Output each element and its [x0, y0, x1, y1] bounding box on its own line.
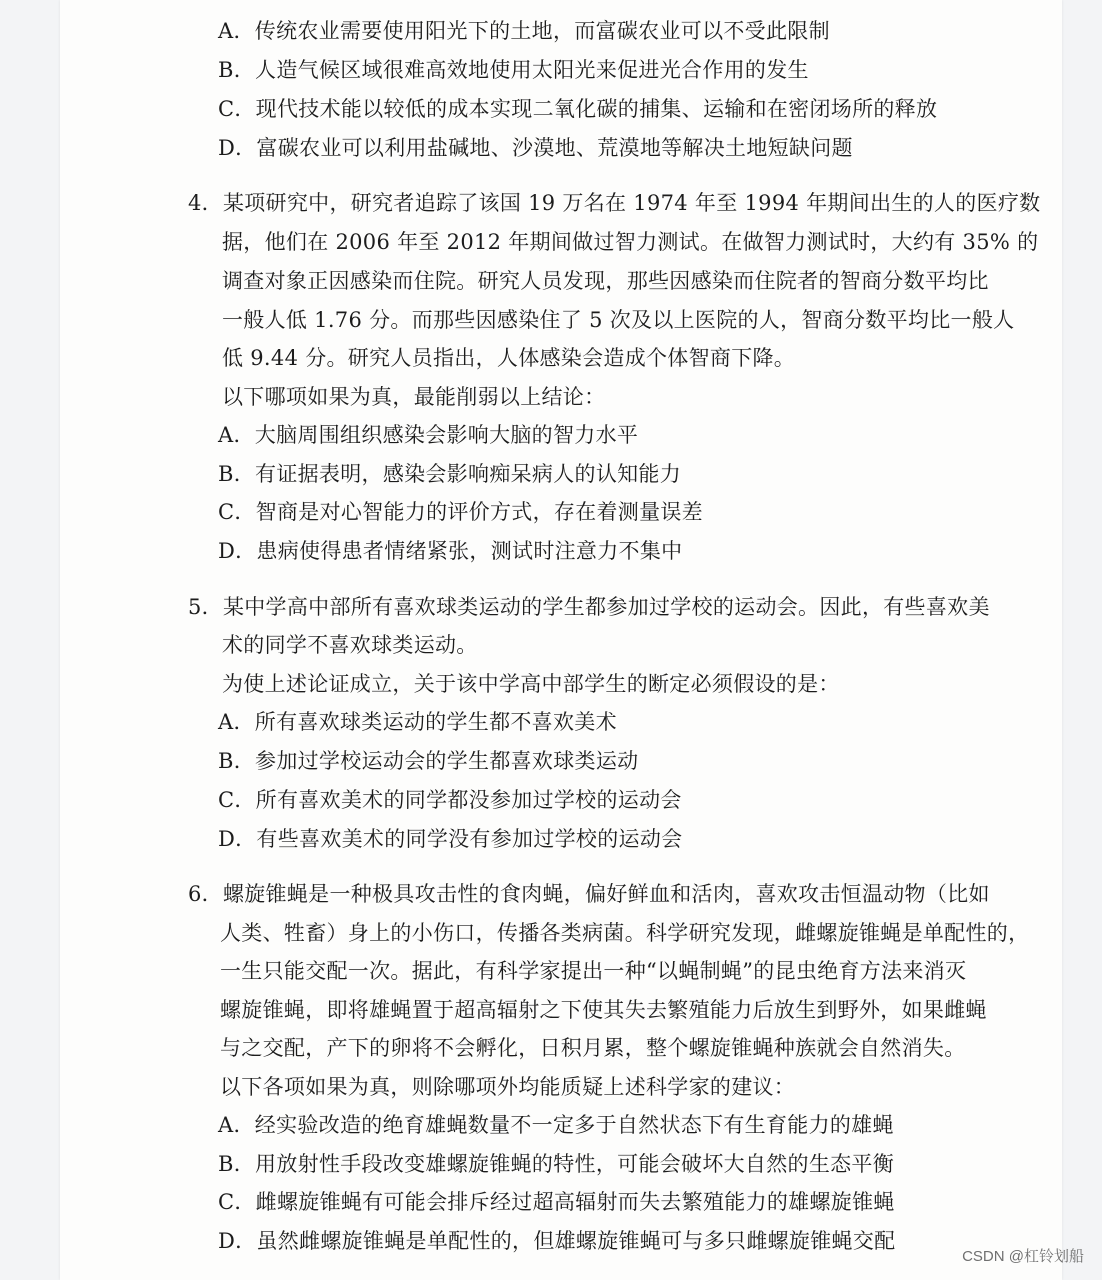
q5-stem-line-2: 术的同学不喜欢球类运动。 — [222, 633, 478, 657]
q6-option-a: A．经实验改造的绝育雄蝇数量不一定多于自然状态下有生育能力的雄蝇 — [218, 1113, 894, 1137]
q4-option-c: C．智商是对心智能力的评价方式，存在着测量误差 — [218, 500, 703, 524]
scanned-page — [60, 0, 1062, 1280]
q3-option-a: A．传统农业需要使用阳光下的土地，而富碳农业可以不受此限制 — [218, 19, 830, 43]
q3-option-c: C．现代技术能以较低的成本实现二氧化碳的捕集、运输和在密闭场所的释放 — [218, 97, 938, 121]
q3-option-b: B．人造气候区域很难高效地使用太阳光来促进光合作用的发生 — [218, 58, 809, 82]
q4-option-d: D．患病使得患者情绪紧张，测试时注意力不集中 — [218, 539, 683, 563]
q6-stem-line-2: 人类、牲畜）身上的小伤口，传播各类病菌。科学研究发现，雌螺旋锥蝇是单配性的， — [220, 921, 1030, 945]
q4-stem-line-3: 调查对象正因感染而住院。研究人员发现，那些因感染而住院者的智商分数平均比 — [222, 269, 989, 293]
csdn-watermark: CSDN @杠铃划船 — [962, 1248, 1084, 1265]
q6-question: 以下各项如果为真，则除哪项外均能质疑上述科学家的建议： — [220, 1075, 796, 1099]
q5-question: 为使上述论证成立，关于该中学高中部学生的断定必须假设的是： — [222, 672, 840, 696]
q3-option-d: D．富碳农业可以利用盐碱地、沙漠地、荒漠地等解决土地短缺问题 — [218, 136, 853, 160]
q6-stem-line-4: 螺旋锥蝇，即将雄蝇置于超高辐射之下使其失去繁殖能力后放生到野外，如果雌蝇 — [220, 998, 987, 1022]
q4-stem-line-4: 一般人低 1.76 分。而那些因感染住了 5 次及以上医院的人，智商分数平均比一般人 — [222, 308, 1015, 332]
q6-stem-line-1: 6．螺旋锥蝇是一种极具攻击性的食肉蝇，偏好鲜血和活肉，喜欢攻击恒温动物（比如 — [188, 882, 990, 906]
q4-question: 以下哪项如果为真，最能削弱以上结论： — [222, 385, 606, 409]
q4-option-a: A．大脑周围组织感染会影响大脑的智力水平 — [218, 423, 639, 447]
q5-option-d: D．有些喜欢美术的同学没有参加过学校的运动会 — [218, 827, 683, 851]
q6-stem-line-3: 一生只能交配一次。据此，有科学家提出一种“以蝇制蝇”的昆虫绝育方法来消灭 — [220, 959, 967, 983]
q5-option-b: B．参加过学校运动会的学生都喜欢球类运动 — [218, 749, 639, 773]
q4-stem-line-5: 低 9.44 分。研究人员指出，人体感染会造成个体智商下降。 — [222, 346, 796, 370]
q6-option-b: B．用放射性手段改变雄螺旋锥蝇的特性，可能会破坏大自然的生态平衡 — [218, 1152, 895, 1176]
q5-option-a: A．所有喜欢球类运动的学生都不喜欢美术 — [218, 710, 617, 734]
q5-option-c: C．所有喜欢美术的同学都没参加过学校的运动会 — [218, 788, 682, 812]
q4-stem-line-1: 4．某项研究中，研究者追踪了该国 19 万名在 1974 年至 1994 年期间出生的人的医疗数 — [188, 191, 1041, 215]
q4-option-b: B．有证据表明，感染会影响痴呆病人的认知能力 — [218, 462, 682, 486]
q6-option-c: C．雌螺旋锥蝇有可能会排斥经过超高辐射而失去繁殖能力的雄螺旋锥蝇 — [218, 1190, 895, 1214]
q6-stem-line-5: 与之交配，产下的卵将不会孵化，日积月累，整个螺旋锥蝇种族就会自然消失。 — [220, 1036, 966, 1060]
q6-option-d: D．虽然雌螺旋锥蝇是单配性的，但雄螺旋锥蝇可与多只雌螺旋锥蝇交配 — [218, 1229, 896, 1253]
q5-stem-line-1: 5．某中学高中部所有喜欢球类运动的学生都参加过学校的运动会。因此，有些喜欢美 — [188, 595, 990, 619]
q4-stem-line-2: 据，他们在 2006 年至 2012 年期间做过智力测试。在做智力测试时，大约有 35% 的 — [222, 230, 1039, 254]
